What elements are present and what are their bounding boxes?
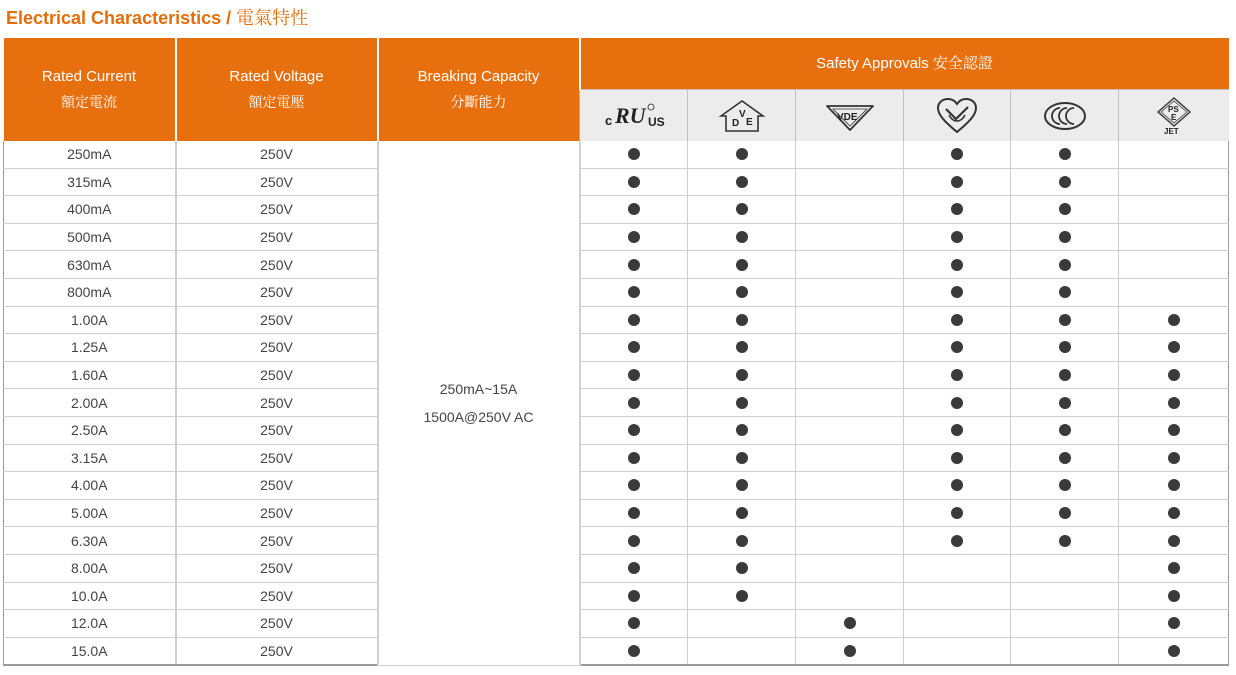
approved-dot-icon (1168, 479, 1180, 491)
header-rated-voltage-zh: 額定電壓 (248, 94, 305, 111)
approval-cell-vde-triangle-mark (796, 637, 904, 665)
rated-current-cell: 5.00A (4, 499, 176, 527)
rated-voltage-cell: 250V (176, 361, 378, 389)
approved-dot-icon (1059, 259, 1071, 271)
approval-cell-ccc-mark (1011, 251, 1119, 279)
kc-heart-mark-icon (904, 90, 1011, 142)
approval-cell-kc-heart-mark (904, 278, 1011, 306)
approval-cell-cul-us-mark (580, 416, 688, 444)
approval-cell-cul-us-mark (580, 610, 688, 638)
approval-cell-pse-jet-mark (1119, 334, 1229, 362)
approval-cell-vde-triangle-mark (796, 610, 904, 638)
header-rated-current-zh: 額定電流 (61, 94, 117, 111)
approved-dot-icon (736, 535, 748, 547)
approval-cell-kc-heart-mark (904, 389, 1011, 417)
approved-dot-icon (951, 314, 963, 326)
approval-cell-kc-heart-mark (904, 637, 1011, 665)
rated-current-cell: 1.25A (4, 334, 176, 362)
approved-dot-icon (1168, 645, 1180, 657)
approved-dot-icon (736, 507, 748, 519)
approval-cell-vde-house-mark (688, 361, 796, 389)
approval-cell-kc-heart-mark (904, 251, 1011, 279)
rated-voltage-cell: 250V (176, 499, 378, 527)
breaking-capacity-range: 250mA~15A (439, 380, 518, 397)
approval-cell-vde-triangle-mark (796, 554, 904, 582)
pse-jet-mark-icon (1119, 90, 1229, 142)
approved-dot-icon (951, 176, 963, 188)
approved-dot-icon (951, 535, 963, 547)
approval-cell-kc-heart-mark (904, 168, 1011, 196)
approval-cell-vde-triangle-mark (796, 223, 904, 251)
approval-cell-vde-triangle-mark (796, 334, 904, 362)
approved-dot-icon (1168, 397, 1180, 409)
approval-cell-pse-jet-mark (1119, 637, 1229, 665)
table-row (4, 554, 1229, 582)
approved-dot-icon (628, 176, 640, 188)
table-row (4, 361, 1229, 389)
table-row (4, 527, 1229, 555)
approved-dot-icon (1168, 507, 1180, 519)
approval-cell-vde-house-mark (688, 168, 796, 196)
approved-dot-icon (951, 341, 963, 353)
approved-dot-icon (951, 369, 963, 381)
approval-cell-pse-jet-mark (1119, 416, 1229, 444)
approval-cell-pse-jet-mark (1119, 554, 1229, 582)
rated-current-cell: 15.0A (4, 637, 176, 665)
approval-cell-pse-jet-mark (1119, 306, 1229, 334)
cul-us-mark-icon (580, 90, 688, 142)
rated-current-cell: 8.00A (4, 554, 176, 582)
approved-dot-icon (628, 562, 640, 574)
approved-dot-icon (1059, 535, 1071, 547)
approval-cell-cul-us-mark (580, 472, 688, 500)
approval-cell-ccc-mark (1011, 306, 1119, 334)
approval-cell-cul-us-mark (580, 582, 688, 610)
approval-cell-vde-triangle-mark (796, 499, 904, 527)
approved-dot-icon (628, 397, 640, 409)
approval-cell-ccc-mark (1011, 527, 1119, 555)
approval-cell-vde-house-mark (688, 637, 796, 665)
table-row (4, 196, 1229, 224)
approval-cell-vde-house-mark (688, 416, 796, 444)
approval-cell-vde-house-mark (688, 389, 796, 417)
approval-cell-vde-house-mark (688, 223, 796, 251)
breaking-capacity-cell (378, 141, 580, 665)
approved-dot-icon (1168, 341, 1180, 353)
approval-cell-vde-triangle-mark (796, 472, 904, 500)
approved-dot-icon (736, 314, 748, 326)
rated-current-cell: 500mA (4, 223, 176, 251)
page-title (6, 4, 308, 30)
approval-cell-pse-jet-mark (1119, 278, 1229, 306)
rated-voltage-cell: 250V (176, 251, 378, 279)
approval-cell-vde-house-mark (688, 499, 796, 527)
rated-voltage-cell: 250V (176, 527, 378, 555)
approved-dot-icon (1168, 535, 1180, 547)
approval-cell-pse-jet-mark (1119, 251, 1229, 279)
approved-dot-icon (736, 286, 748, 298)
rated-current-cell: 1.00A (4, 306, 176, 334)
vde-house-mark-icon (688, 90, 796, 142)
approved-dot-icon (628, 479, 640, 491)
approval-cell-vde-house-mark (688, 251, 796, 279)
approval-cell-vde-triangle-mark (796, 141, 904, 168)
rated-voltage-cell: 250V (176, 554, 378, 582)
table-row (4, 444, 1229, 472)
approved-dot-icon (1168, 617, 1180, 629)
svg-text:E: E (1170, 112, 1177, 122)
table-row (4, 416, 1229, 444)
approval-cell-cul-us-mark (580, 361, 688, 389)
approval-cell-cul-us-mark (580, 334, 688, 362)
approval-cell-pse-jet-mark (1119, 499, 1229, 527)
approval-cell-ccc-mark (1011, 361, 1119, 389)
approval-cell-kc-heart-mark (904, 527, 1011, 555)
approved-dot-icon (628, 424, 640, 436)
table-row (4, 637, 1229, 665)
approved-dot-icon (1168, 452, 1180, 464)
approval-cell-vde-house-mark (688, 527, 796, 555)
approval-cell-cul-us-mark (580, 527, 688, 555)
approval-cell-vde-triangle-mark (796, 389, 904, 417)
approval-cell-vde-house-mark (688, 141, 796, 168)
approved-dot-icon (951, 424, 963, 436)
approved-dot-icon (628, 590, 640, 602)
rated-voltage-cell: 250V (176, 444, 378, 472)
approved-dot-icon (1059, 286, 1071, 298)
table-row (4, 499, 1229, 527)
rated-voltage-cell: 250V (176, 610, 378, 638)
rated-voltage-cell: 250V (176, 306, 378, 334)
approval-cell-kc-heart-mark (904, 582, 1011, 610)
table-row (4, 582, 1229, 610)
approval-cell-cul-us-mark (580, 141, 688, 168)
approval-cell-vde-house-mark (688, 472, 796, 500)
approved-dot-icon (951, 231, 963, 243)
svg-text:RU: RU (614, 102, 646, 128)
rated-current-cell: 630mA (4, 251, 176, 279)
approved-dot-icon (951, 259, 963, 271)
approved-dot-icon (628, 314, 640, 326)
approved-dot-icon (1168, 562, 1180, 574)
approved-dot-icon (628, 259, 640, 271)
approved-dot-icon (1059, 203, 1071, 215)
approval-cell-vde-triangle-mark (796, 444, 904, 472)
page-title-en: Electrical Characteristics / (6, 8, 232, 28)
approval-cell-vde-triangle-mark (796, 582, 904, 610)
page-title-zh: 電氣特性 (236, 8, 309, 29)
approved-dot-icon (1059, 176, 1071, 188)
approved-dot-icon (628, 617, 640, 629)
approval-cell-ccc-mark (1011, 196, 1119, 224)
approval-cell-ccc-mark (1011, 334, 1119, 362)
table-row (4, 472, 1229, 500)
rated-current-cell: 250mA (4, 141, 176, 168)
approval-cell-cul-us-mark (580, 223, 688, 251)
approval-cell-pse-jet-mark (1119, 527, 1229, 555)
approval-cell-cul-us-mark (580, 499, 688, 527)
rated-voltage-cell: 250V (176, 416, 378, 444)
rated-voltage-cell: 250V (176, 168, 378, 196)
approval-cell-kc-heart-mark (904, 610, 1011, 638)
approved-dot-icon (951, 479, 963, 491)
approval-cell-pse-jet-mark (1119, 444, 1229, 472)
approval-cell-kc-heart-mark (904, 306, 1011, 334)
rated-voltage-cell: 250V (176, 472, 378, 500)
rated-voltage-cell: 250V (176, 278, 378, 306)
approved-dot-icon (628, 452, 640, 464)
header-rated-current-en: Rated Current (41, 67, 137, 85)
table-row (4, 251, 1229, 279)
approved-dot-icon (1168, 314, 1180, 326)
ccc-mark-icon (1011, 90, 1119, 142)
approved-dot-icon (951, 397, 963, 409)
approved-dot-icon (951, 286, 963, 298)
approved-dot-icon (951, 148, 963, 160)
approved-dot-icon (628, 645, 640, 657)
approval-cell-vde-triangle-mark (796, 278, 904, 306)
approved-dot-icon (1059, 148, 1071, 160)
header-rated-voltage-en: Rated Voltage (229, 67, 324, 85)
approved-dot-icon (736, 562, 748, 574)
approval-cell-kc-heart-mark (904, 223, 1011, 251)
rated-voltage-cell: 250V (176, 196, 378, 224)
approved-dot-icon (736, 259, 748, 271)
rated-current-cell: 800mA (4, 278, 176, 306)
approved-dot-icon (1059, 424, 1071, 436)
approved-dot-icon (628, 203, 640, 215)
approval-cell-ccc-mark (1011, 416, 1119, 444)
approved-dot-icon (1168, 369, 1180, 381)
approved-dot-icon (1059, 397, 1071, 409)
svg-text:V: V (738, 108, 746, 120)
approval-cell-ccc-mark (1011, 141, 1119, 168)
approval-cell-pse-jet-mark (1119, 196, 1229, 224)
rated-current-cell: 10.0A (4, 582, 176, 610)
rated-current-cell: 1.60A (4, 361, 176, 389)
approved-dot-icon (1168, 590, 1180, 602)
approved-dot-icon (736, 397, 748, 409)
approval-cell-pse-jet-mark (1119, 361, 1229, 389)
svg-text:c: c (604, 112, 612, 128)
rated-voltage-cell: 250V (176, 582, 378, 610)
rated-current-cell: 315mA (4, 168, 176, 196)
approval-cell-vde-triangle-mark (796, 196, 904, 224)
approval-cell-cul-us-mark (580, 251, 688, 279)
approval-cell-ccc-mark (1011, 499, 1119, 527)
approval-cell-cul-us-mark (580, 389, 688, 417)
approval-cell-vde-triangle-mark (796, 306, 904, 334)
approved-dot-icon (951, 452, 963, 464)
table-body (4, 141, 1229, 665)
table-row (4, 278, 1229, 306)
table-row (4, 610, 1229, 638)
electrical-characteristics-table (3, 38, 1229, 666)
rated-current-cell: 400mA (4, 196, 176, 224)
approved-dot-icon (736, 479, 748, 491)
approval-cell-kc-heart-mark (904, 361, 1011, 389)
approval-cell-pse-jet-mark (1119, 610, 1229, 638)
approval-cell-kc-heart-mark (904, 499, 1011, 527)
approval-cell-cul-us-mark (580, 306, 688, 334)
svg-text:VDE: VDE (836, 111, 858, 123)
approval-cell-ccc-mark (1011, 582, 1119, 610)
header-breaking-capacity-en: Breaking Capacity (417, 67, 540, 85)
header-breaking-capacity-zh: 分斷能力 (450, 94, 507, 111)
approved-dot-icon (628, 535, 640, 547)
approval-cell-ccc-mark (1011, 472, 1119, 500)
approval-cell-ccc-mark (1011, 554, 1119, 582)
svg-text:US: US (647, 114, 665, 129)
rated-current-cell: 6.30A (4, 527, 176, 555)
approved-dot-icon (736, 369, 748, 381)
approved-dot-icon (628, 507, 640, 519)
header-rated-current (4, 38, 176, 141)
approved-dot-icon (844, 645, 856, 657)
table-row (4, 389, 1229, 417)
approval-cell-vde-triangle-mark (796, 416, 904, 444)
approval-cell-vde-house-mark (688, 582, 796, 610)
vde-triangle-mark-icon (796, 90, 904, 142)
approval-cell-cul-us-mark (580, 444, 688, 472)
approval-cell-kc-heart-mark (904, 554, 1011, 582)
approval-cell-cul-us-mark (580, 637, 688, 665)
approved-dot-icon (628, 369, 640, 381)
approval-cell-ccc-mark (1011, 637, 1119, 665)
rated-current-cell: 2.50A (4, 416, 176, 444)
approval-cell-vde-triangle-mark (796, 527, 904, 555)
approval-cell-vde-house-mark (688, 306, 796, 334)
approval-cell-pse-jet-mark (1119, 168, 1229, 196)
approval-cell-ccc-mark (1011, 278, 1119, 306)
header-rated-voltage (176, 38, 378, 141)
approval-cell-pse-jet-mark (1119, 582, 1229, 610)
approval-cell-ccc-mark (1011, 223, 1119, 251)
rated-voltage-cell: 250V (176, 389, 378, 417)
table-row (4, 168, 1229, 196)
approval-cell-vde-triangle-mark (796, 361, 904, 389)
approved-dot-icon (1059, 231, 1071, 243)
approved-dot-icon (736, 452, 748, 464)
approval-cell-ccc-mark (1011, 389, 1119, 417)
rated-current-cell: 4.00A (4, 472, 176, 500)
approved-dot-icon (628, 148, 640, 160)
approved-dot-icon (951, 507, 963, 519)
approved-dot-icon (1059, 507, 1071, 519)
approval-cell-vde-house-mark (688, 196, 796, 224)
approval-cell-kc-heart-mark (904, 416, 1011, 444)
approved-dot-icon (628, 286, 640, 298)
table-row (4, 141, 1229, 168)
rated-voltage-cell: 250V (176, 334, 378, 362)
rated-voltage-cell: 250V (176, 637, 378, 665)
approved-dot-icon (736, 424, 748, 436)
approval-cell-cul-us-mark (580, 168, 688, 196)
approval-cell-kc-heart-mark (904, 472, 1011, 500)
approval-cell-ccc-mark (1011, 444, 1119, 472)
approved-dot-icon (1168, 424, 1180, 436)
rated-voltage-cell: 250V (176, 141, 378, 168)
approved-dot-icon (844, 617, 856, 629)
approved-dot-icon (1059, 341, 1071, 353)
approved-dot-icon (736, 231, 748, 243)
approval-cell-vde-house-mark (688, 554, 796, 582)
approval-cell-pse-jet-mark (1119, 389, 1229, 417)
approved-dot-icon (736, 176, 748, 188)
svg-text:D: D (731, 117, 739, 129)
svg-text:PS: PS (1167, 104, 1179, 114)
approval-cell-vde-house-mark (688, 610, 796, 638)
approval-cell-cul-us-mark (580, 554, 688, 582)
approved-dot-icon (1059, 479, 1071, 491)
approved-dot-icon (1059, 314, 1071, 326)
approved-dot-icon (1059, 369, 1071, 381)
approved-dot-icon (736, 203, 748, 215)
approval-cell-kc-heart-mark (904, 444, 1011, 472)
rated-current-cell: 2.00A (4, 389, 176, 417)
approval-cell-vde-triangle-mark (796, 168, 904, 196)
approved-dot-icon (628, 341, 640, 353)
approval-cell-ccc-mark (1011, 610, 1119, 638)
table-row (4, 334, 1229, 362)
approval-cell-cul-us-mark (580, 196, 688, 224)
approval-cell-pse-jet-mark (1119, 223, 1229, 251)
approved-dot-icon (736, 148, 748, 160)
svg-text:E: E (745, 116, 753, 128)
approval-cell-pse-jet-mark (1119, 141, 1229, 168)
approval-cell-kc-heart-mark (904, 334, 1011, 362)
approved-dot-icon (628, 231, 640, 243)
approval-cell-kc-heart-mark (904, 141, 1011, 168)
approval-cell-kc-heart-mark (904, 196, 1011, 224)
header-breaking-capacity (378, 38, 580, 141)
approved-dot-icon (951, 203, 963, 215)
rated-voltage-cell: 250V (176, 223, 378, 251)
approved-dot-icon (736, 341, 748, 353)
header-safety-approvals: Safety Approvals 安全認證 (580, 38, 1229, 90)
approval-cell-vde-triangle-mark (796, 251, 904, 279)
svg-text:JET: JET (1163, 126, 1179, 136)
breaking-capacity-rating: 1500A@250V AC (423, 408, 534, 425)
approved-dot-icon (1059, 452, 1071, 464)
table-row (4, 306, 1229, 334)
approval-cell-vde-house-mark (688, 444, 796, 472)
rated-current-cell: 12.0A (4, 610, 176, 638)
approval-cell-vde-house-mark (688, 278, 796, 306)
approval-cell-cul-us-mark (580, 278, 688, 306)
table-row (4, 223, 1229, 251)
approval-cell-pse-jet-mark (1119, 472, 1229, 500)
approval-cell-ccc-mark (1011, 168, 1119, 196)
approved-dot-icon (736, 590, 748, 602)
approval-cell-vde-house-mark (688, 334, 796, 362)
rated-current-cell: 3.15A (4, 444, 176, 472)
